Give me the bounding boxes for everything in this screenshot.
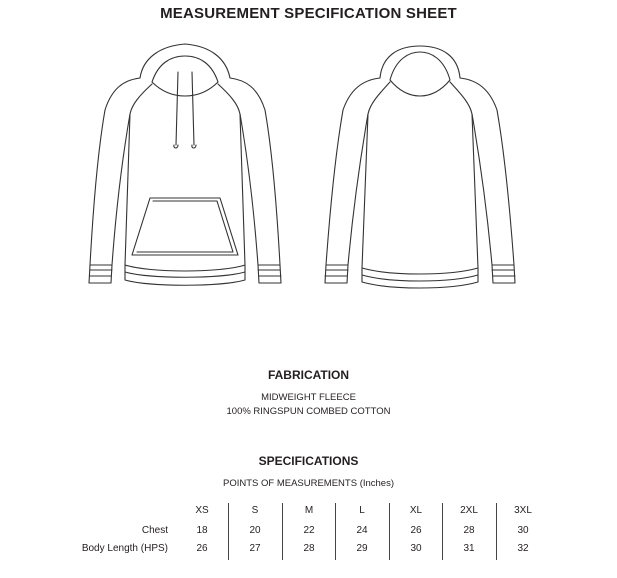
size-header-l: L [359, 505, 365, 516]
specifications-subheading: POINTS OF MEASUREMENTS (Inches) [222, 478, 395, 489]
fabrication-line: 100% RINGSPUN COMBED COTTON [226, 406, 391, 417]
fabrication-line: MIDWEIGHT FLEECE [261, 392, 356, 403]
table-cell: 30 [410, 543, 422, 554]
table-cell: 20 [249, 525, 261, 536]
table-cell: 27 [249, 543, 261, 554]
fabrication-heading: FABRICATION [267, 368, 350, 382]
column-divider [282, 503, 283, 560]
specifications-heading: SPECIFICATIONS [258, 454, 359, 468]
column-divider [335, 503, 336, 560]
column-divider [228, 503, 229, 560]
size-header-3xl: 3XL [514, 505, 532, 516]
table-cell: 28 [303, 543, 315, 554]
table-cell: 29 [356, 543, 368, 554]
hoodie-front-view [89, 44, 281, 285]
sheet-title: MEASUREMENT SPECIFICATION SHEET [160, 5, 457, 22]
table-cell: 30 [517, 525, 529, 536]
hoodie-back-view [325, 46, 515, 288]
table-cell: 22 [303, 525, 315, 536]
table-cell: 26 [410, 525, 422, 536]
table-cell: 24 [356, 525, 368, 536]
size-header-m: M [304, 505, 314, 516]
table-cell: 31 [463, 543, 475, 554]
table-cell: 32 [517, 543, 529, 554]
hoodie-sketches [0, 30, 617, 295]
table-cell: 18 [196, 525, 208, 536]
column-divider [442, 503, 443, 560]
size-header-xl: XL [409, 505, 423, 516]
table-cell: 26 [196, 543, 208, 554]
table-cell: 28 [463, 525, 475, 536]
size-header-s: S [251, 505, 259, 516]
size-header-2xl: 2XL [460, 505, 478, 516]
row-label-body-length: Body Length (HPS) [81, 543, 168, 554]
column-divider [496, 503, 497, 560]
row-label-chest: Chest [141, 525, 168, 536]
size-header-xs: XS [195, 505, 209, 516]
column-divider [389, 503, 390, 560]
